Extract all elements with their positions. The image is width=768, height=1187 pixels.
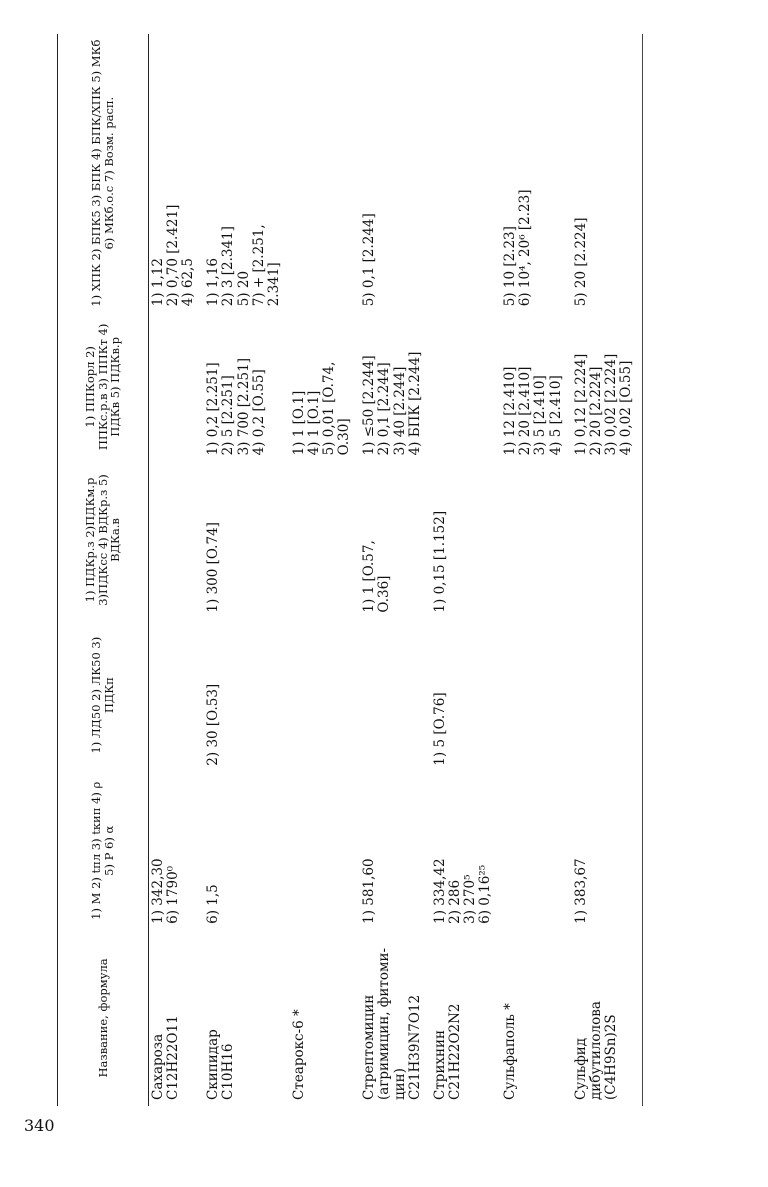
substance-name: Сахароза [150, 1033, 166, 1100]
substance-formula: C12H22O11 [165, 1015, 182, 1100]
cell-value: 3) 5 [2.410] [532, 375, 549, 456]
cell-c2 [290, 619, 360, 772]
table-body [149, 34, 643, 1106]
cell-value: 3) 270⁵ [461, 874, 478, 924]
cell-value: 1) 0,15 [1.152] [431, 510, 448, 613]
cell-value: 2.341] [265, 262, 282, 307]
cell-value: 4) БПК [2.244] [406, 351, 423, 456]
table-row [360, 34, 430, 1106]
cell-c4 [290, 312, 360, 461]
cell-name-formula [360, 930, 430, 1106]
cell-c5 [149, 34, 205, 312]
cell-c4 [572, 312, 643, 461]
cell-c2 [501, 619, 571, 772]
cell-name-formula [431, 930, 501, 1106]
cell-c4 [431, 312, 501, 461]
cell-c1 [360, 772, 430, 930]
table-row [149, 34, 205, 1106]
cell-c5 [290, 34, 360, 312]
cell-c3 [431, 461, 501, 618]
cell-value: 2) 0,1 [2.244] [376, 362, 393, 456]
cell-c5 [572, 34, 643, 312]
cell-value: 4) 0,2 [O.55] [250, 369, 267, 456]
cell-c4 [149, 312, 205, 461]
cell-c2 [149, 619, 205, 772]
cell-c3 [501, 461, 571, 618]
table-row [431, 34, 501, 1106]
cell-c1 [204, 772, 290, 930]
cell-c4 [204, 312, 290, 461]
cell-value: 6) 0,16²⁵ [477, 864, 494, 924]
cell-value: 1) 1 [O.1] [290, 390, 307, 456]
cell-value: 1) 342,30 [150, 858, 166, 924]
cell-value: 1) 0,12 [2.224] [572, 353, 589, 456]
cell-value: O.36] [376, 575, 393, 613]
rotated-table-container [57, 34, 744, 1106]
cell-value: 5) 20 [2.224] [572, 217, 589, 307]
cell-c3 [149, 461, 205, 618]
substance-name: Сульфид дибутилолова [572, 1001, 604, 1100]
substance-formula: (C4H9Sn)2S [602, 1014, 619, 1100]
page-number: 340 [24, 1116, 55, 1135]
cell-value: 1) 383,67 [572, 858, 589, 924]
substance-formula: C21H22O2N2 [446, 1003, 463, 1100]
cell-value: 7) + [2.251, [250, 224, 267, 307]
header-toxicity: 1) ЛД50 2) ЛК50 3) ПДКп [58, 619, 149, 772]
cell-c5 [501, 34, 571, 312]
cell-value: 2) 3 [2.341] [220, 226, 237, 307]
cell-value: 4) 5 [2.410] [547, 375, 564, 456]
cell-value: 1) 1,12 [150, 258, 166, 307]
table-row [501, 34, 571, 1106]
cell-value: 4) 1 [O.1] [305, 390, 322, 456]
table-row [204, 34, 290, 1106]
cell-name-formula [149, 930, 205, 1106]
header-water-limits: 1) ППКорл 2) ППКс.р.в 3) ППКт 4) ПДКв 5) ПДКв.р [58, 312, 149, 461]
rotated-table-frame [57, 34, 744, 1106]
cell-value: 6) 1790⁰ [165, 865, 182, 924]
cell-c2 [204, 619, 290, 772]
cell-c1 [572, 772, 643, 930]
cell-value: 1) 1,16 [205, 258, 222, 307]
cell-value: 6) 1,5 [205, 884, 222, 924]
substance-name: Скипидар [205, 1029, 222, 1100]
cell-c3 [290, 461, 360, 618]
cell-c1 [149, 772, 205, 930]
header-physical-properties: 1) M 2) tпл 3) tкип 4) ρ 5) P 6) α [58, 772, 149, 930]
cell-value: 2) 0,70 [2.421] [165, 204, 182, 307]
header-row [58, 34, 149, 1106]
substance-name: Стеарокс-6 * [290, 1009, 307, 1100]
cell-c1 [290, 772, 360, 930]
cell-c1 [501, 772, 571, 930]
cell-c5 [204, 34, 290, 312]
cell-value: 3) 700 [2.251] [235, 358, 252, 456]
cell-c5 [360, 34, 430, 312]
substance-name: Стрихнин [431, 1029, 448, 1100]
cell-value: 6) 10⁴, 20⁶ [2.23] [517, 189, 534, 307]
header-air-limits: 1) ПДКр.з 2)ПДКм.р 3)ПДКсс 4) ВДКр.з 5) ВДКа.в [58, 461, 149, 618]
header-name-formula: Название, формула [58, 930, 149, 1106]
table-row [572, 34, 643, 1106]
cell-value: 3) 0,02 [2.224] [602, 353, 619, 456]
substance-formula: C21H39N7O12 [406, 994, 423, 1100]
cell-c3 [204, 461, 290, 618]
cell-value: 2) 20 [2.410] [517, 366, 534, 456]
cell-value: 4) 62,5 [180, 258, 197, 307]
cell-value: 1) 5 [O.76] [431, 692, 448, 766]
cell-value: 5) 10 [2.23] [502, 226, 519, 307]
cell-c5 [431, 34, 501, 312]
cell-c1 [431, 772, 501, 930]
cell-c3 [572, 461, 643, 618]
cell-value: 2) 20 [2.224] [587, 366, 604, 456]
cell-value: 1) 300 [O.74] [205, 522, 222, 613]
cell-c2 [360, 619, 430, 772]
cell-value: 1) 0,2 [2.251] [205, 362, 222, 456]
header-oxygen-demand: 1) ХПК 2) БПК5 3) БПК 4) БПК/ХПК 5) МКб 6) МКб.о.с 7) Возм. расп. [58, 34, 149, 312]
cell-c2 [431, 619, 501, 772]
cell-value: O.30] [336, 418, 353, 456]
substance-name: Сульфаполь * [502, 1003, 519, 1100]
cell-value: 1) ≤50 [2.244] [361, 355, 378, 456]
cell-value: 4) 0,02 [O.55] [617, 360, 634, 456]
cell-value: 1) 581,60 [361, 858, 378, 924]
cell-c2 [572, 619, 643, 772]
table-row [290, 34, 360, 1106]
cell-c4 [360, 312, 430, 461]
cell-c3 [360, 461, 430, 618]
cell-value: 3) 40 [2.244] [391, 366, 408, 456]
cell-value: 5) 0,1 [2.244] [361, 213, 378, 307]
cell-value: 1) 1 [O.57, [361, 540, 378, 613]
cell-c4 [501, 312, 571, 461]
cell-value: 2) 30 [O.53] [205, 683, 222, 766]
substance-name: Стрептомицин (агримицин, фитоми-цин) [361, 947, 408, 1100]
cell-name-formula [290, 930, 360, 1106]
properties-table [57, 34, 643, 1106]
cell-value: 5) 20 [235, 270, 252, 307]
cell-name-formula [204, 930, 290, 1106]
cell-value: 2) 5 [2.251] [220, 375, 237, 456]
cell-value: 5) 0,01 [O.74, [321, 361, 338, 456]
cell-name-formula [501, 930, 571, 1106]
substance-formula: C10H16 [220, 1043, 237, 1100]
cell-name-formula [572, 930, 643, 1106]
cell-value: 1) 12 [2.410] [502, 366, 519, 456]
cell-value: 1) 334,42 [431, 858, 448, 924]
cell-value: 2) 286 [446, 879, 463, 924]
